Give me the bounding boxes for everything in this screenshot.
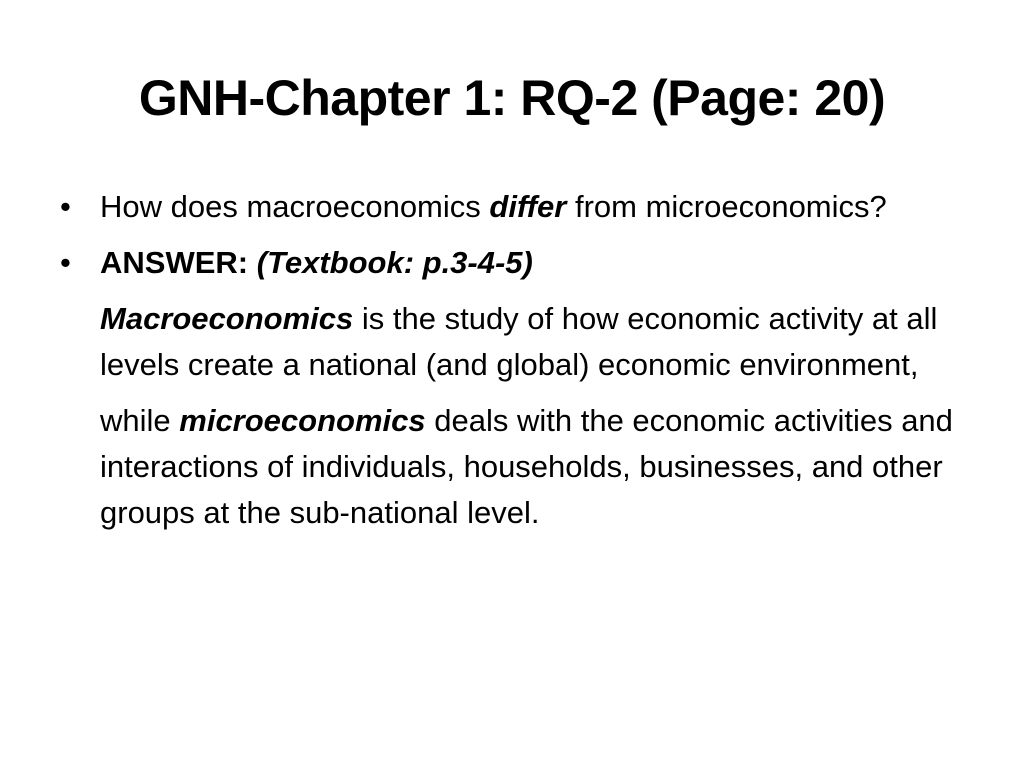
slide-body xyxy=(60,184,960,546)
micro-definition: deals with the economic activities and interactions of individuals, households, businesses, and other groups at the sub-national level. xyxy=(100,403,953,530)
bullet-icon: • xyxy=(60,245,71,280)
bullet-icon: • xyxy=(60,189,71,224)
answer-paragraph-micro xyxy=(100,398,960,536)
answer-source: (Textbook: p.3-4-5) xyxy=(256,245,533,280)
answer-paragraph-macro xyxy=(100,296,960,388)
slide-title: GNH-Chapter 1: RQ-2 (Page: 20) xyxy=(138,70,886,126)
answer-label: ANSWER: xyxy=(100,245,249,280)
question-emphasis: differ xyxy=(489,189,567,224)
macro-term: Macroeconomics xyxy=(100,301,354,336)
question-text-post: from microeconomics? xyxy=(566,189,887,224)
macro-definition: is the study of how economic activity at all levels create a national (and global) economic environment, xyxy=(100,301,938,382)
micro-text-pre: while xyxy=(100,403,180,438)
bullet-question xyxy=(60,184,960,230)
bullet-answer xyxy=(60,240,960,286)
question-text-pre: How does macroeconomics xyxy=(100,189,490,224)
micro-term: microeconomics xyxy=(179,403,426,438)
